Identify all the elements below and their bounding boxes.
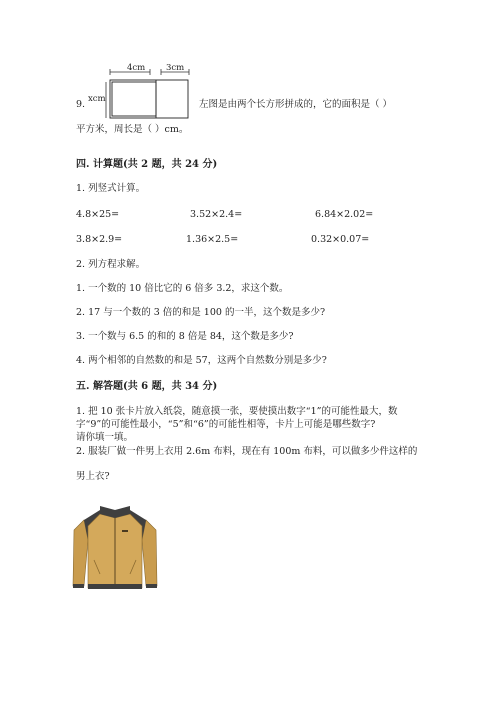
calc-item: 1.36×2.5=: [186, 234, 239, 245]
question-9-text-a: 左图是由两个长方形拼成的，它的面积是（ ）: [199, 99, 393, 110]
equation-item: 2. 17 与一个数的 3 倍的和是 100 的一半，这个数是多少?: [76, 307, 326, 318]
label-xcm: xcm: [88, 94, 106, 104]
calc-item: 4.8×25=: [76, 209, 120, 220]
section-5-q1-line: 1. 把 10 张卡片放入纸袋，随意摸一张，要使摸出数字“1”的可能性最大，数: [76, 406, 398, 417]
section-5-title: 五. 解答题(共 6 题，共 34 分): [76, 381, 218, 392]
section-4-title: 四. 计算题(共 2 题，共 24 分): [76, 159, 218, 170]
calc-item: 3.8×2.9=: [76, 234, 123, 245]
equation-item: 4. 两个相邻的自然数的和是 57，这两个自然数分别是多少?: [76, 355, 327, 366]
calc-item: 0.32×0.07=: [311, 234, 370, 245]
calc-item: 6.84×2.02=: [315, 209, 374, 220]
section-5-q1-line: 请你填一填。: [76, 432, 134, 443]
question-9-text-b: 平方米，周长是（ ）cm。: [76, 124, 189, 135]
equation-item: 3. 一个数与 6.5 的和的 8 倍是 84，这个数是多少?: [76, 331, 294, 342]
section-5-q2-line: 2. 服装厂做一件男上衣用 2.6m 布料，现在有 100m 布料，可以做多少件这样的: [76, 446, 418, 457]
section-5-q1-line: 字“9”的可能性最小，“5”和“6”的可能性相等，卡片上可能是哪些数字?: [76, 419, 376, 430]
section-5-q2-line: 男上衣?: [76, 471, 110, 482]
calc-item: 3.52×2.4=: [190, 209, 243, 220]
jacket-image: [70, 500, 160, 596]
question-9-number: 9.: [76, 99, 86, 110]
section-4-q1: 1. 列竖式计算。: [76, 183, 146, 194]
label-3cm: 3cm: [166, 63, 185, 73]
label-4cm: 4cm: [127, 63, 146, 73]
section-4-q2: 2. 列方程求解。: [76, 259, 146, 270]
equation-item: 1. 一个数的 10 倍比它的 6 倍多 3.2，求这个数。: [76, 283, 289, 294]
